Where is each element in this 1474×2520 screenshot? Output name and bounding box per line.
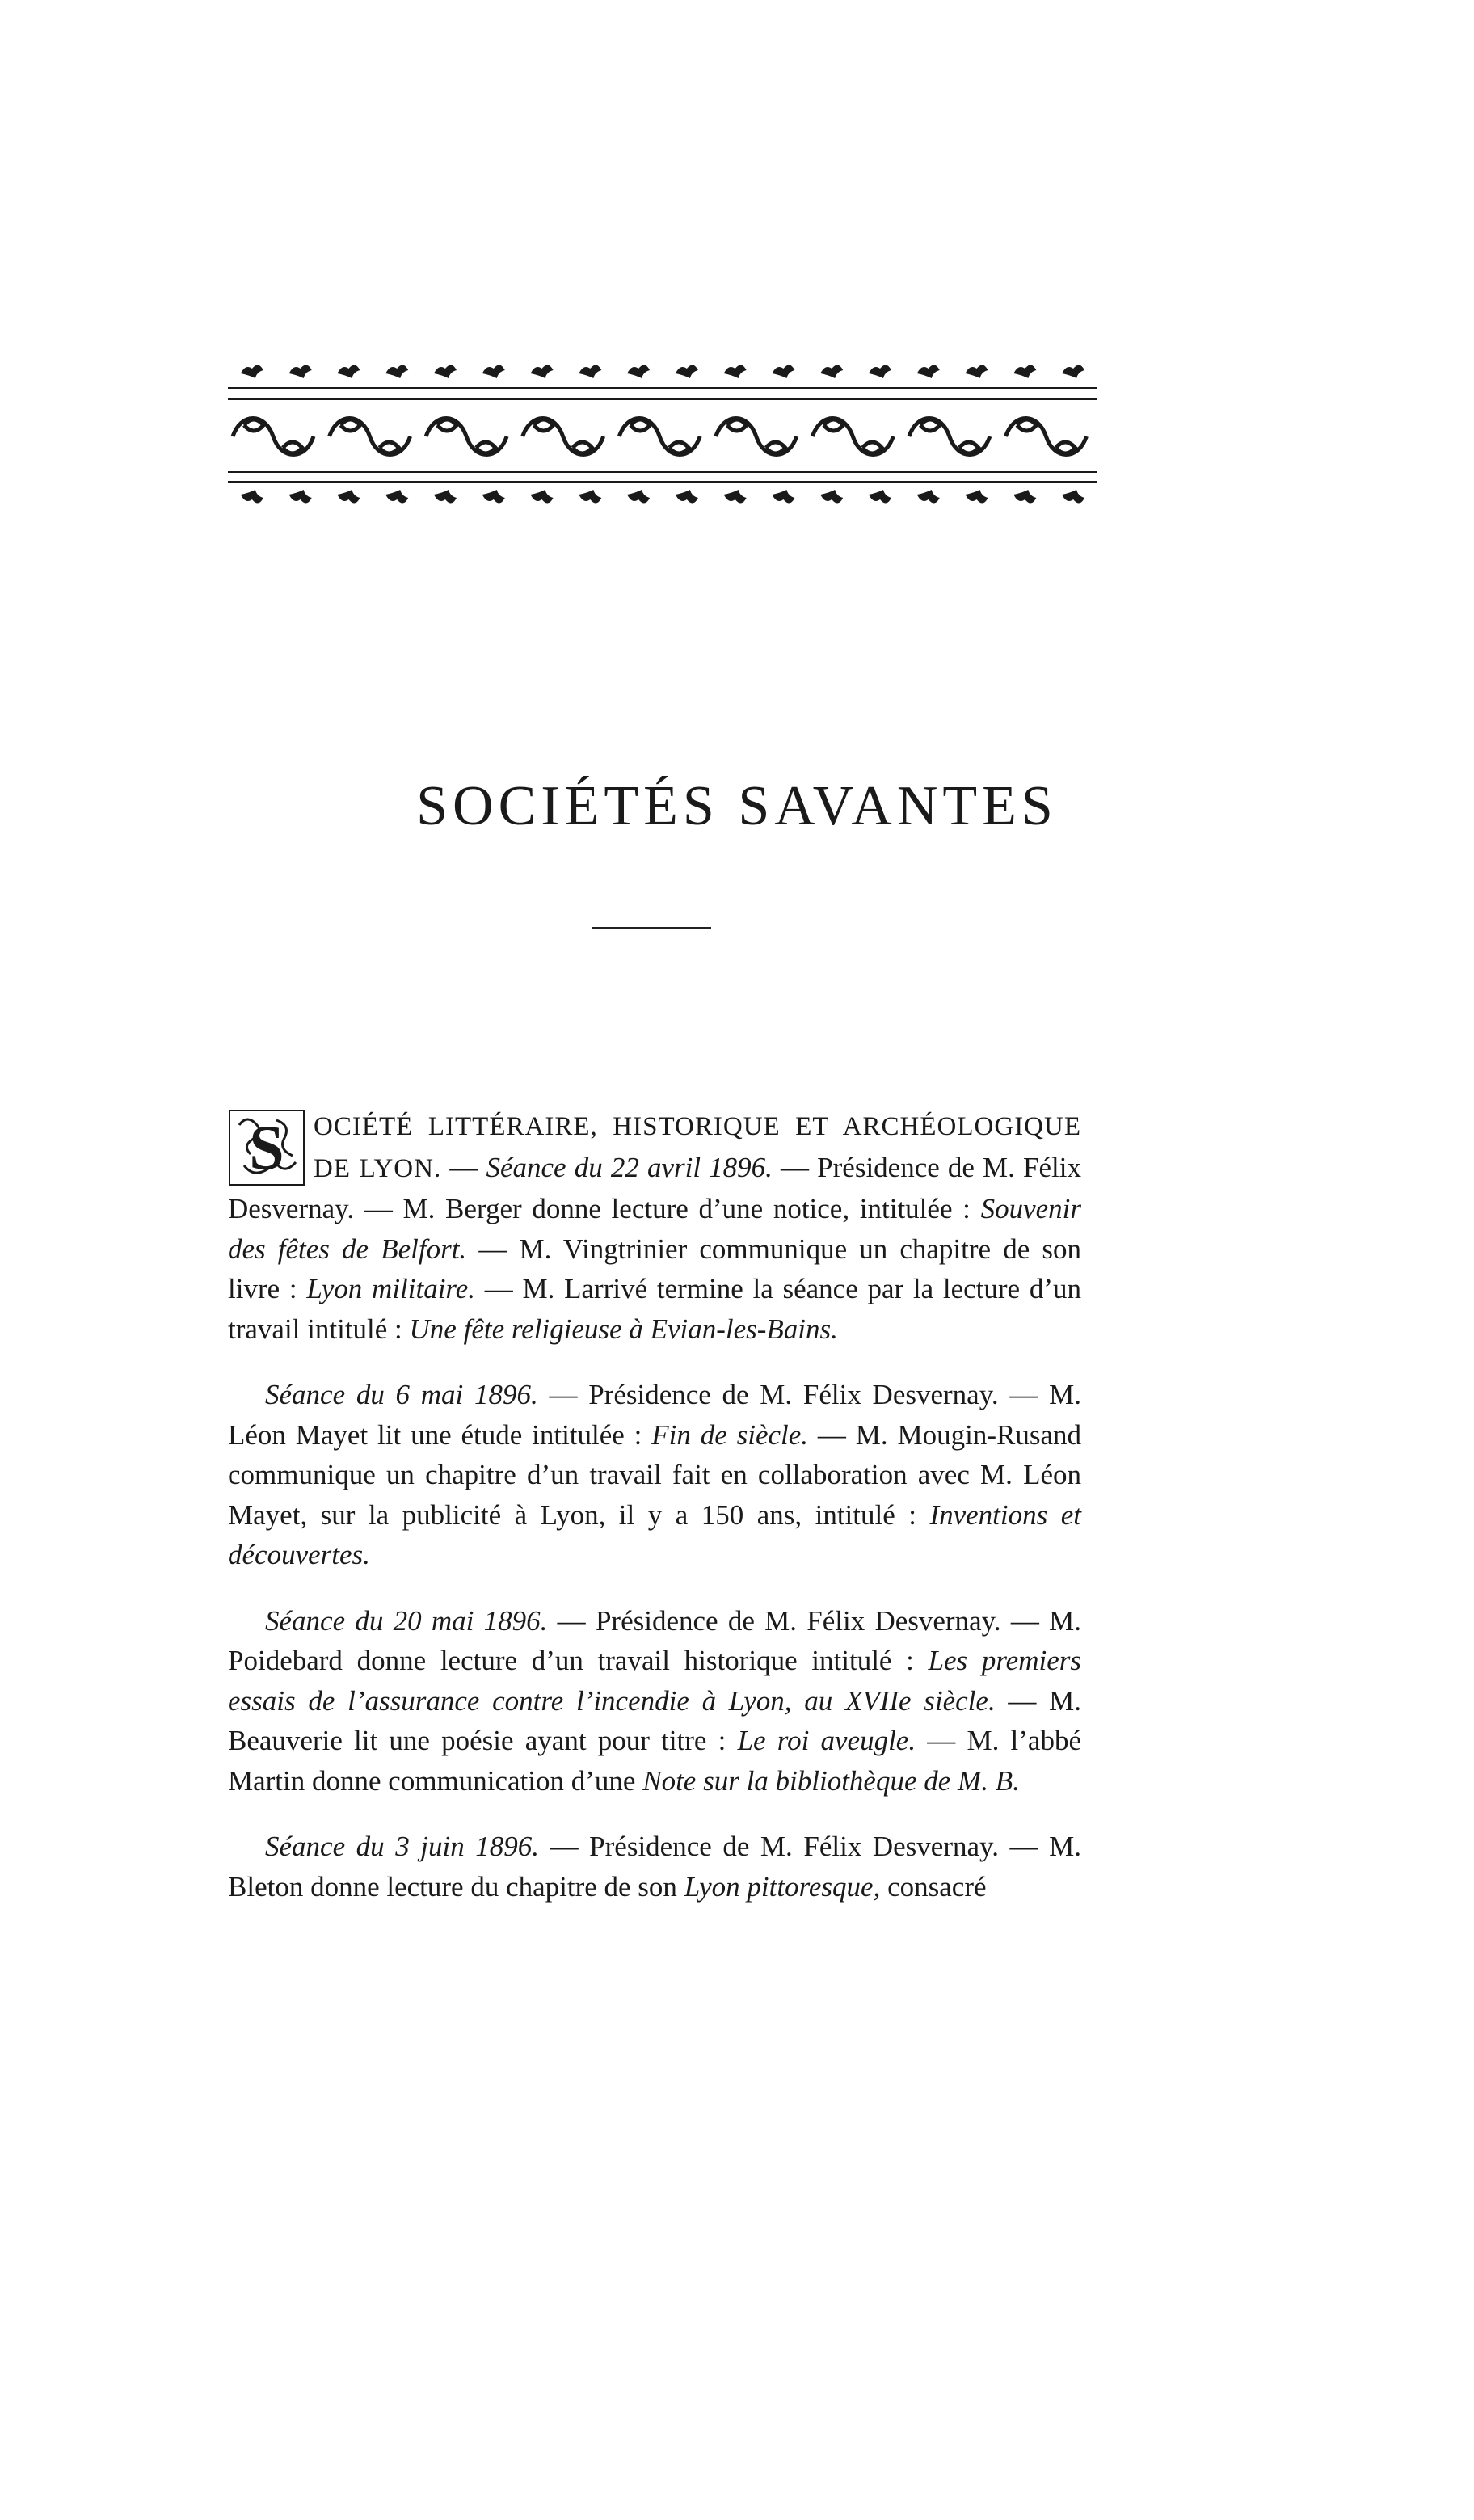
society-name: OCIÉTÉ LITTÉRAIRE, HISTORIQUE ET ARCHÉOLOGIQUE DE LYON. [314, 1112, 1081, 1183]
text-run: — M. l’abbé Martin donne communication d’une [228, 1725, 1081, 1797]
work-title: Lyon militaire. [306, 1273, 476, 1304]
dropcap-letter: S [249, 1112, 284, 1182]
text-run: — M. Vingtrinier communique un chapitre de son livre : [228, 1233, 1081, 1304]
ornament-leaf [385, 365, 408, 378]
text-run: — [441, 1151, 486, 1183]
ornament-scroll [523, 419, 604, 455]
ornament-leaf [627, 365, 650, 378]
ornament-leaf [820, 490, 843, 504]
page-title: SOCIÉTÉS SAVANTES [416, 775, 1058, 837]
ornament-leaf [579, 365, 601, 378]
ornament-leaf [434, 365, 457, 378]
seance-date: Séance du 3 juin 1896. [265, 1831, 540, 1862]
ornament-scroll [909, 419, 990, 455]
ornament-scroll [619, 419, 700, 455]
ornament-leaf [966, 490, 988, 504]
ornament-leaf [385, 490, 408, 504]
ornament-leaf [1013, 490, 1036, 504]
paragraph-4 [228, 1827, 1081, 1907]
ornament-leaf [434, 490, 457, 504]
ornament-leaf [241, 490, 263, 504]
ornament-scroll [812, 419, 893, 455]
text-run: — Présidence de M. Félix Desvernay. — M. Berger donne lecture d’une notice, intitulée : [228, 1151, 1081, 1224]
paragraph-3 [228, 1601, 1081, 1802]
ornament-leaf [1013, 365, 1036, 378]
paragraph-1 [228, 1106, 1081, 1349]
text-run: consacré [880, 1870, 987, 1903]
ornament-leaf [579, 490, 601, 504]
ornament-leaf [627, 490, 650, 504]
ornament-leaf [772, 365, 794, 378]
ornament-leaf [531, 365, 554, 378]
text-run: — M. Larrivé termine la séance par la lecture d’un travail intitulé : [228, 1273, 1081, 1345]
seance-date: Séance du 20 mai 1896. [265, 1604, 548, 1637]
ornament-leaf [869, 490, 891, 504]
ornament-leaf [724, 490, 747, 504]
ornament-scroll [330, 419, 411, 455]
ornament-leaf [820, 365, 843, 378]
work-title: Les premiers essais de l’assurance contre l’incendie à Lyon, au XVIIe siècle. [228, 1645, 1081, 1717]
ornament-scroll [233, 419, 314, 455]
work-title: Fin de siècle. [651, 1418, 809, 1451]
work-title: Une fête religieuse à Evian-les-Bains. [409, 1313, 838, 1345]
ornament-leaf [869, 365, 891, 378]
ornament-scroll [426, 419, 507, 455]
ornament-leaf [917, 490, 940, 504]
paragraph-2 [228, 1375, 1081, 1575]
ornament-leaf [966, 365, 988, 378]
work-title: Lyon pittoresque, [684, 1870, 881, 1903]
title-rule [592, 927, 711, 929]
ornament-leaf [724, 365, 747, 378]
seance-date: Séance du 22 avril 1896. [486, 1151, 773, 1183]
ornament-leaf [772, 490, 794, 504]
ornament-leaf [289, 365, 312, 378]
ornament-leaf [1062, 365, 1084, 378]
dropcap-ornamental-s [228, 1109, 305, 1186]
ornament-leaf [337, 490, 360, 504]
ornament-scroll [716, 419, 797, 455]
seance-date: Séance du 6 mai 1896. [265, 1379, 538, 1410]
ornament-leaf [917, 365, 940, 378]
ornament-leaf [531, 490, 554, 504]
text-run: — M. Mougin-Rusand communique un chapitre d’un travail fait en collaboration avec M. Léon Mayet, sur la publicité à Lyon, il y a 150 ans, intitulé : [228, 1418, 1081, 1531]
text-run: — Présidence de M. Félix Desvernay. — M. Poidebard donne lecture d’un travail historique intitulé : [228, 1604, 1081, 1676]
ornament-leaf [676, 490, 698, 504]
text-run: — M. Beauverie lit une poésie ayant pour titre : [228, 1684, 1082, 1756]
ornament-leaf [676, 365, 698, 378]
work-title: Le roi aveugle. [737, 1725, 916, 1756]
body-text [228, 1106, 1081, 1907]
work-title: Inventions et découvertes. [228, 1498, 1081, 1570]
ornament-leaf [289, 490, 312, 504]
text-run: — Présidence de M. Félix Desvernay. — M. Bleton donne lecture du chapitre de son [228, 1831, 1081, 1903]
text-run: — Présidence de M. Félix Desvernay. — M. Léon Mayet lit une étude intitulée : [228, 1379, 1081, 1451]
ornament-leaf [337, 365, 360, 378]
work-title: Note sur la bibliothèque de M. B. [642, 1764, 1020, 1797]
ornament-leaf [1062, 490, 1084, 504]
ornamental-headpiece [228, 352, 1097, 530]
ornament-leaf [482, 490, 505, 504]
ornament-leaf [241, 365, 263, 378]
work-title: Souvenir des fêtes de Belfort. [228, 1193, 1081, 1265]
ornament-leaf [482, 365, 505, 378]
ornament-scroll [1005, 419, 1086, 455]
